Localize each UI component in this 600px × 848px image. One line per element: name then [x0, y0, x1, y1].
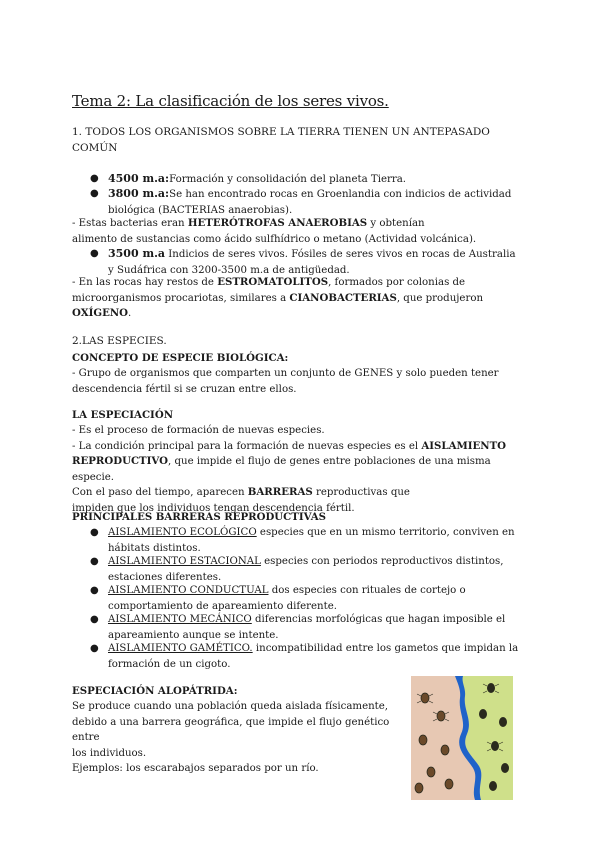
barrera-ecologico: [90, 525, 520, 556]
text: debido a una barrera geográfica, que impide el flujo genético entre: [72, 716, 390, 743]
concept-text: - Grupo de organismos que comparten un conjunto de GENES y solo pueden tener descendencia fértil si se cruzan entre ellos.: [72, 368, 499, 395]
bullet-dot: ●: [90, 643, 99, 654]
text: , que produjeron: [396, 292, 484, 304]
text: - Estas bacterias eran: [72, 218, 188, 229]
bullet-text: Indicios de seres vivos. Fósiles de seres vivos en rocas de Australia y Sudáfrica con 3200-3500 m.a de antigüedad.: [108, 249, 516, 276]
bullet-dot: ●: [90, 188, 99, 199]
keyword: ESTROMATOLITOS: [217, 276, 329, 288]
bullet-dot: ●: [90, 614, 99, 625]
bullet-3800: [90, 186, 520, 218]
bullet-dot: ●: [90, 248, 99, 259]
text: .: [128, 308, 132, 319]
text: - Es el proceso de formación de nuevas especies.: [72, 425, 325, 436]
barrera-text: diferencias morfológicas que hagan imposible el apareamiento aunque se intente.: [108, 614, 506, 641]
section-2-heading: 2.LAS ESPECIES.: [72, 335, 167, 347]
paragraph-estromatolitos: [72, 275, 522, 322]
text: microorganismos procariotas, similares a: [72, 292, 290, 304]
barrera-text: especies con periodos reproductivos distintos, estaciones diferentes.: [108, 556, 504, 583]
alopatrida-heading: ESPECIACIÓN ALOPÁTRIDA:: [72, 685, 238, 697]
text: reproductivas que: [312, 487, 410, 498]
text: , que impide el flujo de genes entre poblaciones de una misma especie.: [72, 456, 491, 483]
barrera-estacional: [90, 554, 520, 585]
bullet-key: 3800 m.a:: [108, 187, 170, 200]
text: Ejemplos: los escarabajos separados por un río.: [72, 763, 319, 774]
paragraph-bacterias: [72, 216, 522, 247]
keyword: OXÍGENO: [72, 307, 129, 319]
beetles-river-illustration: [411, 676, 513, 800]
barrera-name: AISLAMIENTO ESTACIONAL: [108, 556, 261, 567]
text: Con el paso del tiempo, aparecen: [72, 487, 248, 498]
text: , formados por colonias de: [328, 277, 466, 288]
concept-heading: CONCEPTO DE ESPECIE BIOLÓGICA:: [72, 352, 289, 364]
bullet-key: 3500 m.a: [108, 247, 166, 260]
especiacion-text: [72, 423, 532, 516]
bullet-dot: ●: [90, 527, 99, 538]
barrera-mecanico: [90, 612, 520, 643]
text: los individuos.: [72, 747, 147, 759]
bullet-dot: ●: [90, 556, 99, 567]
barrera-text: dos especies con rituales de cortejo o comportamiento de apareamiento diferente.: [108, 585, 466, 612]
bullet-key: 4500 m.a:: [108, 172, 170, 185]
barrera-name: AISLAMIENTO GAMÉTICO.: [108, 643, 253, 654]
bullet-3500: [90, 246, 520, 278]
bullet-dot: ●: [90, 173, 99, 184]
text: - La condición principal para la formación de nuevas especies es el: [72, 440, 422, 452]
keyword: BARRERAS: [247, 486, 313, 498]
barrera-name: AISLAMIENTO MECÁNICO: [108, 614, 252, 625]
alopatrida-text: [72, 699, 402, 777]
bullet-text: Formación y consolidación del planeta Tierra.: [169, 174, 407, 185]
barrera-gametico: [90, 641, 520, 672]
text: alimento de sustancias como ácido sulfhídrico o metano (Actividad volcánica).: [72, 233, 477, 245]
text: y obtenían: [367, 218, 425, 229]
barrera-name: AISLAMIENTO CONDUCTUAL: [108, 585, 269, 596]
keyword: HETERÓTROFAS ANAEROBIAS: [187, 217, 368, 229]
section-1-heading: 1. TODOS LOS ORGANISMOS SOBRE LA TIERRA TIENEN UN ANTEPASADO COMÚN: [72, 126, 490, 154]
bullet-text: Se han encontrado rocas en Groenlandia con indicios de actividad biológica (BACTERIAS anaerobias).: [108, 189, 512, 216]
especiacion-heading: LA ESPECIACIÓN: [72, 409, 173, 421]
barrera-text: incompatibilidad entre los gametos que impidan la formación de un cigoto.: [108, 643, 519, 670]
text: - En las rocas hay restos de: [72, 277, 218, 288]
barrera-text: especies que en un mismo territorio, conviven en hábitats distintos.: [108, 527, 515, 554]
barreras-heading: PRINCIPALES BARRERAS REPRODUCTIVAS: [72, 511, 326, 523]
text: impiden que los individuos tengan descendencia fértil.: [72, 502, 355, 514]
barrera-conductual: [90, 583, 520, 614]
bullet-dot: ●: [90, 585, 99, 596]
page-title: Tema 2: La clasificación de los seres vivos.: [72, 92, 389, 110]
keyword: CIANOBACTERIAS: [289, 291, 397, 304]
text: Se produce cuando una población queda aislada físicamente,: [72, 701, 389, 712]
keyword: AISLAMIENTO REPRODUCTIVO: [72, 439, 507, 467]
barrera-name: AISLAMIENTO ECOLÓGICO: [108, 527, 257, 538]
